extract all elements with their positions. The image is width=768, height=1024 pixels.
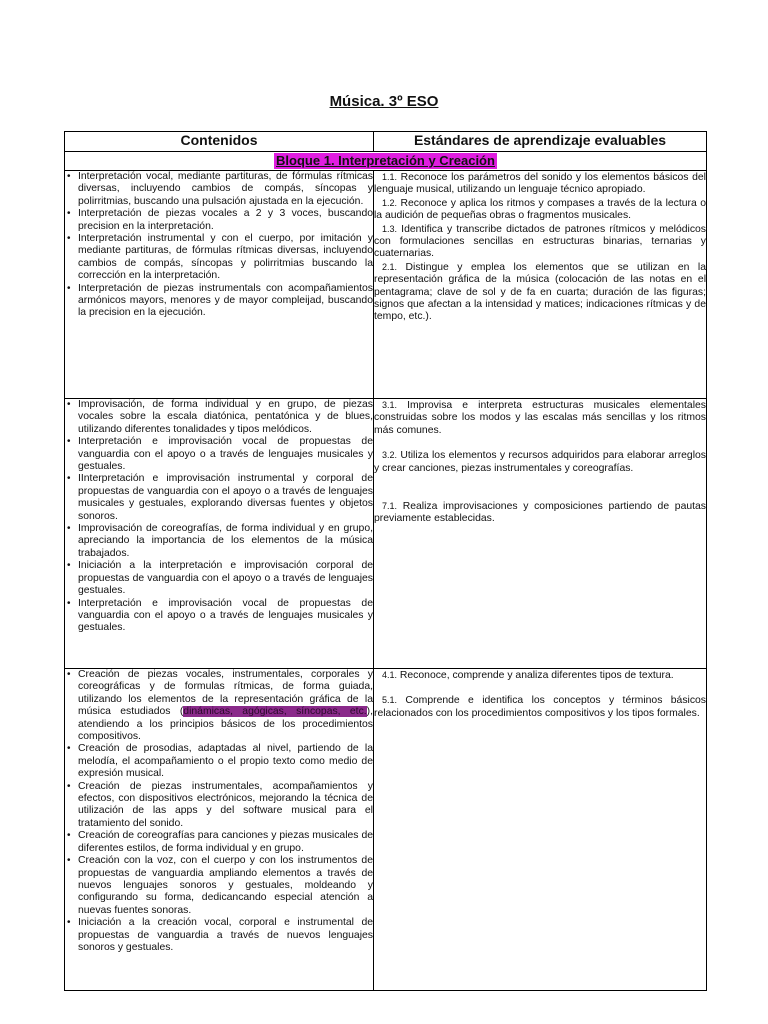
- standard-item: [374, 449, 706, 475]
- standard-number: 1.1.: [382, 172, 398, 182]
- contenidos-cell: [65, 399, 374, 669]
- header-row: [65, 132, 707, 152]
- standard-number: 1.3.: [382, 223, 398, 234]
- highlighted-text: dinámicas, agógicas, síncopas, etc.: [183, 706, 367, 718]
- item-text: ), atendiendo a los principios básicos de los procedimientos compositivos.: [78, 706, 374, 743]
- standard-number: 5.1.: [382, 695, 398, 706]
- standard-text: Comprende e identifica los conceptos y términos básicos relacionados con los procedimientos compositivos y los tipos formales.: [374, 695, 706, 719]
- list-item: • Creación de piezas instrumentales, acompañamientos y efectos, con dispositivos electrónicos, mejorando la técnica de utilización de las apps y del software musical para el tratamiento del sonido.: [65, 781, 373, 831]
- estandares-cell: [374, 669, 707, 991]
- table-row: [65, 399, 707, 669]
- list-item: • IInterpretación e improvisación instrumental y corporal de propuestas de vanguardia con el apoyo o a través de lenguajes musicales y gestuales, explorando diversas fuentes y objetos sonoros.: [65, 473, 373, 523]
- estandares-cell: [374, 399, 707, 669]
- list-item: • Improvisación de coreografías, de forma individual y en grupo, apreciando la importancia de los elementos de la música trabajados.: [65, 523, 373, 560]
- block-title: Bloque 1. Interpretación y Creación: [276, 153, 495, 168]
- standard-item: [374, 399, 706, 437]
- standard-text: Distingue y emplea los elementos que se utilizan en la representación gráfica de la música (colocación de las notas en el pentagrama; clave de sol y de fa en cuarta; duración de las figuras; signos que afectan a la intensidad y matices; indicaciones rítmicas y de tempo, etc.).: [374, 261, 706, 323]
- contenidos-cell: [65, 171, 374, 399]
- standard-item: [374, 669, 706, 682]
- standard-number: 3.2.: [382, 450, 398, 461]
- block-cell: [65, 152, 707, 171]
- contenidos-cell: [65, 669, 374, 991]
- standard-item: [374, 223, 706, 261]
- list-item: • Improvisación, de forma individual y en grupo, de piezas vocales sobre la escala diatónica, pentatónica y de blues, utilizando diferentes tonalidades y tipos melódicos.: [65, 399, 373, 436]
- standard-text: Reconoce y aplica los ritmos y compases a través de la lectura o la audición de pequeñas obras o fragmentos musicales.: [374, 197, 706, 222]
- header-estandares: Estándares de aprendizaje evaluables: [374, 132, 707, 152]
- standard-item: [374, 171, 706, 197]
- list-item: • Iniciación a la interpretación e improvisación corporal de propuestas de vanguardia con el apoyo o a través de lenguajes gestuales.: [65, 560, 373, 597]
- list-item: • Interpretación de piezas instrumentals con acompañamientos armónicos mayors, menores y de mayor compleijad, buscando la precision en la ejecución.: [65, 283, 373, 320]
- list-item: • Creación con la voz, con el cuerpo y con los instrumentos de propuestas de vanguardia ampliando elementos a través de nuevos lenguajes sonoros y gestuales, moldeando y configurando su forma, dedicancando especial atención a nuevas fuentes sonoras.: [65, 855, 373, 917]
- item-text: Creación de piezas vocales, instrumentales, corporales y coreográficas y de formulas rítmicas, de forma guiada, utilizando los elementos de la representación gráfica de la música estudiados (: [78, 669, 373, 718]
- list-item: • Interpretación e improvisación vocal de propuestas de vanguardia con el apoyo o a través de lenguajes musicales y gestuales.: [65, 436, 373, 473]
- standard-text: Improvisa e interpreta estructuras musicales elementales construidas sobre los modos y las escalas más sencillas y los ritmos más comunes.: [374, 400, 706, 436]
- curriculum-table: [64, 131, 707, 991]
- standard-number: 7.1.: [382, 501, 398, 512]
- standard-number: 4.1.: [382, 670, 398, 680]
- standard-item: [374, 197, 706, 223]
- header-contenidos: Contenidos: [65, 132, 374, 152]
- standard-item: [374, 694, 706, 720]
- page-title: Música. 3º ESO: [329, 93, 439, 110]
- list-item: • Interpretación de piezas vocales a 2 y 3 voces, buscando precision en la interpretación.: [65, 208, 373, 233]
- standard-number: 1.2.: [382, 197, 398, 208]
- list-item: • Interpretación vocal, mediante partituras, de fórmulas rítmicas diversas, incluyendo cambios de compás, síncopas y polirritmias, buscando una pulsación ajustada en la ejecución.: [65, 171, 373, 208]
- list-item: • Iniciación a la creación vocal, corporal e instrumental de propuestas de vanguardia a través de nuevos lenguajes sonoros y gestuales.: [65, 917, 373, 954]
- list-item: [65, 669, 373, 743]
- standard-number: 2.1.: [382, 261, 398, 272]
- estandares-cell: [374, 171, 707, 399]
- standard-item: [374, 500, 706, 526]
- list-item: • Creación de coreografías para canciones y piezas musicales de diferentes estilos, de forma individual y en grupo.: [65, 830, 373, 855]
- standard-text: Reconoce los parámetros del sonido y los elementos básicos del lenguaje musical, utilizando un lenguaje técnico apropiado.: [374, 172, 706, 196]
- table-row: [65, 171, 707, 399]
- list-item: • Creación de prosodias, adaptadas al nivel, partiendo de la melodía, el acompañamiento o el propio texto como medio de expresión musical.: [65, 743, 373, 780]
- standard-text: Reconoce, comprende y analiza diferentes tipos de textura.: [397, 670, 674, 681]
- standard-text: Utiliza los elementos y recursos adquiridos para elaborar arreglos y crear canciones, piezas instrumentales y coreografías.: [374, 450, 706, 474]
- table-row: [65, 669, 707, 991]
- standard-text: Realiza improvisaciones y composiciones partiendo de pautas previamente establecidas.: [374, 501, 706, 525]
- standard-text: Identifica y transcribe dictados de patrones rítmicos y melódicos con formulaciones sencillas en estructuras binarias, ternarias y cuaternarias.: [374, 223, 706, 260]
- block-row: [65, 152, 707, 171]
- standard-number: 3.1.: [382, 400, 398, 410]
- standard-item: [374, 261, 706, 324]
- list-item: • Interpretación instrumental y con el cuerpo, por imitación y mediante partituras, de fórmulas rítmicas diversas, incluyendo cambios de compás, síncopas y polirritmias buscando la corrección en la interpretación.: [65, 233, 373, 283]
- list-item: • Interpretación e improvisación vocal de propuestas de vanguardia con el apoyo o a través de lenguajes musicales y gestuales.: [65, 598, 373, 635]
